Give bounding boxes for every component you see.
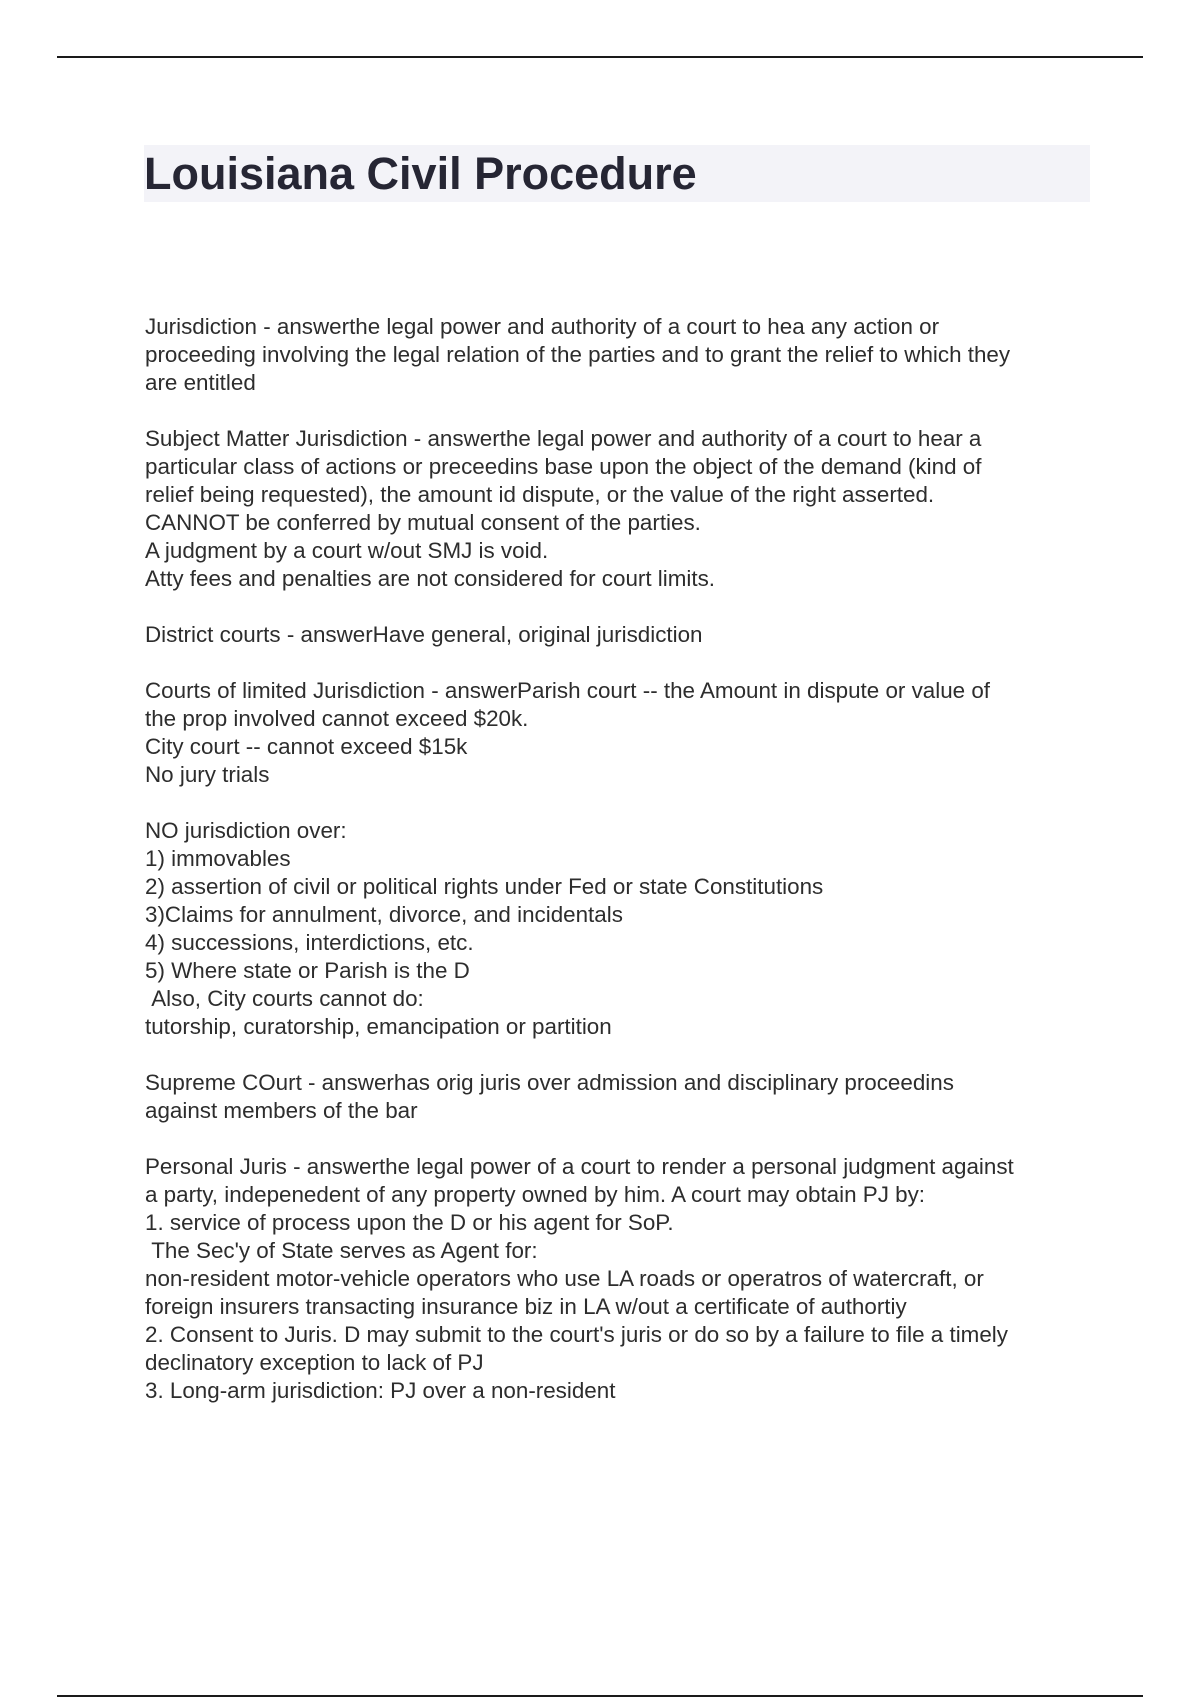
entry-district-courts: District courts - answerHave general, original jurisdiction	[145, 622, 703, 647]
document-body	[145, 313, 1090, 1433]
bottom-rule	[57, 1695, 1143, 1697]
page-title: Louisiana Civil Procedure	[144, 148, 697, 199]
entry-supreme-court: Supreme COurt - answerhas orig juris over admission and disciplinary proceedins against members of the bar	[145, 1070, 954, 1123]
top-rule	[57, 56, 1143, 58]
entry-jurisdiction: Jurisdiction - answerthe legal power and authority of a court to hea any action or proceeding involving the legal relation of the parties and to grant the relief to which they are entitled	[145, 314, 1011, 395]
entry-subject-matter-jurisdiction: Subject Matter Jurisdiction - answerthe legal power and authority of a court to hear a particular class of actions or preceedins base upon the object of the demand (kind of relief being requested), the amount id dispute, or the value of the right asserted. CANNOT be conferred by mutual consent of the parties. A judgment by a court w/out SMJ is void. Atty fees and penalties are not considered for court limits.	[145, 426, 982, 591]
title-banner	[144, 145, 1090, 202]
entry-no-jurisdiction-over: NO jurisdiction over: 1) immovables 2) assertion of civil or political rights under Fed or state Constitutions 3)Claims for annulment, divorce, and incidentals 4) successions, interdictions, etc. 5) Where state or Parish is the D Also, City courts cannot do: tutorship, curatorship, emancipation or partition	[145, 818, 824, 1039]
entry-personal-juris: Personal Juris - answerthe legal power of a court to render a personal judgment against a party, indepenedent of any property owned by him. A court may obtain PJ by: 1. service of process upon the D or his agent for SoP. The Sec'y of State serves as Agent for: non-resident motor-vehicle operators who use LA roads or operatros of watercraft, or foreign insurers transacting insurance biz in LA w/out a certificate of authortiy 2. Consent to Juris. D may submit to the court's juris or do so by a failure to file a timely declinatory exception to lack of PJ 3. Long-arm jurisdiction: PJ over a non-resident	[145, 1154, 1014, 1403]
entry-courts-of-limited-jurisdiction: Courts of limited Jurisdiction - answerParish court -- the Amount in dispute or value of the prop involved cannot exceed $20k. City court -- cannot exceed $15k No jury trials	[145, 678, 990, 787]
